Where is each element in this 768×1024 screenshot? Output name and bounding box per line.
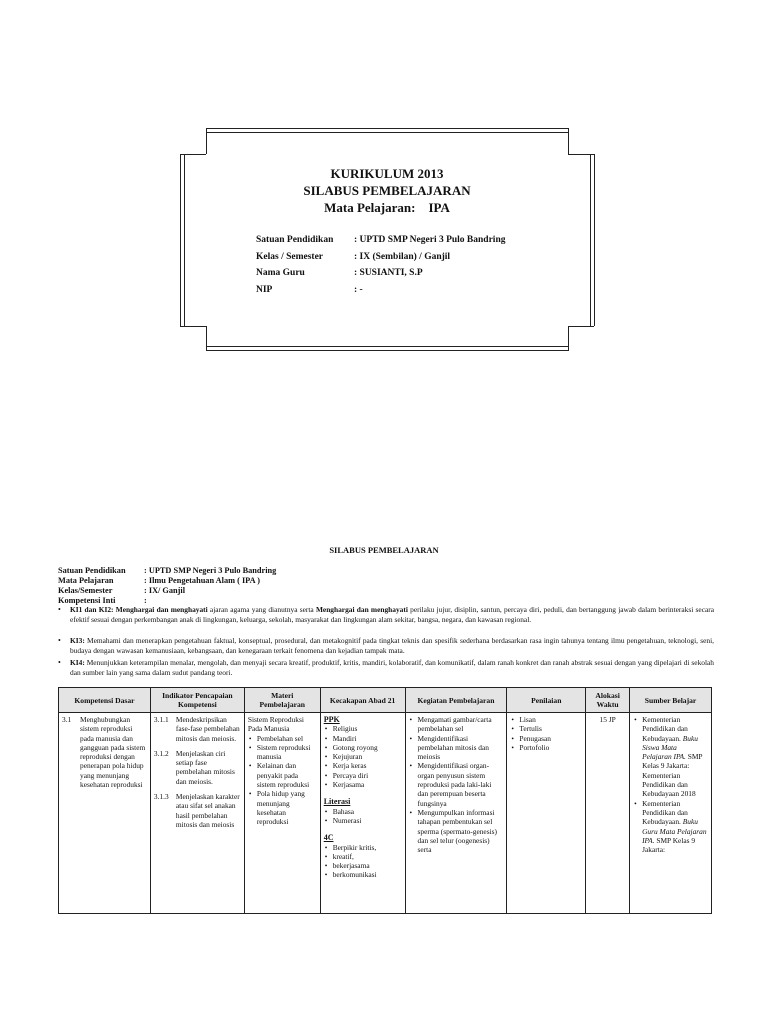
th-alokasi: Alokasi Waktu [586, 688, 630, 713]
ki-item-1: • KI1 dan KI2: Menghargai dan menghayati ajaran agama yang dianutnya serta Menghargai dan menghayati perilaku jujur, disiplin, santun, percaya diri, peduli, dan bertanggung jawab dalam berinteraksi secara efektif sesuai dengan perkembangan anak di lingkungan, keluarga, sekolah, masyarakat dan lingkungan alam sekitar, bangsa, negara, dan kawasan regional. [58, 605, 714, 624]
list-item: • Berpikir kritis, [333, 843, 402, 852]
list-item: • Numerasi [333, 816, 402, 825]
indikator-item: 3.1.3 Menjelaskan karakter atau sifat sel anakan hasil pembelahan mitosis dan meiosis [153, 792, 240, 829]
ki-item-2: • KI3: Memahami dan menerapkan pengetahuan faktual, konseptual, prosedural, dan metakognitif pada tingkat teknis dan spesifik sederhana berdasarkan rasa ingin tahunya tentang ilmu pengetahuan, teknologi, seni, budaya dengan wawasan kemanusiaan, kebangsaan, dan kenegaraan terkait fenomena dan kejadian tampak mata. [58, 636, 714, 655]
list-item: • Percaya diri [333, 771, 402, 780]
indikator-item: 3.1.1 Mendeskripsikan fase-fase pembelahan mitosis dan meiosis. [153, 715, 240, 743]
list-item: • Kerjasama [333, 780, 402, 789]
cell-sumber [630, 713, 712, 914]
ki-item-3: • KI4: Menunjukkan keterampilan menalar, mengolah, dan menyaji secara kreatif, produktif, kritis, mandiri, kolaboratif, dan komunikatif, dalam ranah konkret dan ranah abstrak sesuai dengan yang dipelajari di sekolah dan sumber lain yang sama dalam sudut pandang teori. [58, 658, 714, 677]
cell-indikator [150, 713, 244, 914]
cover-title-mapel: Mata Pelajaran: IPA [324, 200, 450, 215]
th-sumber: Sumber Belajar [630, 688, 712, 713]
list-item: • bekerjasama [333, 861, 402, 870]
list-item: • Mengidentifikasi organ-organ penyusun sistem reproduksi pada laki-laki dan perempuan beserta fungsinya [418, 761, 504, 807]
list-item: • berkomunikasi [333, 870, 402, 879]
th-materi: Materi Pembelajaran [244, 688, 320, 713]
list-item: • Pola hidup yang menunjang kesehatan reproduksi [257, 789, 317, 826]
document-title: SILABUS PEMBELAJARAN [329, 545, 439, 555]
cover-title-kurikulum: KURIKULUM 2013 [330, 166, 444, 181]
cell-kecakapan [320, 713, 405, 914]
list-item: • Kerja keras [333, 761, 402, 770]
list-item: • Mengamati gambar/carta pembelahan sel [418, 715, 504, 734]
th-kompetensi-dasar: Kompetensi Dasar [59, 688, 151, 713]
cell-kompetensi-dasar: 3.1 Menghubungkan sistem reproduksi pada manusia dan gangguan pada sistem reproduksi dengan penerapan pola hidup yang menunjang kesehatan reproduksi [59, 713, 151, 914]
list-item: • kreatif, [333, 852, 402, 861]
cell-alokasi: 15 JP [586, 713, 630, 914]
th-penilaian: Penilaian [507, 688, 586, 713]
list-item: • Tertulis [519, 724, 582, 733]
list-item: • Kementerian Pendidikan dan Kebudayaan. Buku Guru Mata Pelajaran IPA. SMP Kelas 9 Jakarta: [642, 799, 708, 855]
list-item: • Gotong royong [333, 743, 402, 752]
list-item: • Kelainan dan penyakit pada sistem reproduksi [257, 761, 317, 789]
list-item: • Pembelahan sel [257, 734, 317, 743]
list-item: • Mengidentifikasi pembelahan mitosis dan meiosis [418, 734, 504, 762]
th-indikator: Indikator Pencapaian Kompetensi [150, 688, 244, 713]
list-item: • Lisan [519, 715, 582, 724]
table-header-row [59, 688, 712, 713]
silabus-table [58, 687, 712, 914]
ppk-heading: PPK [323, 715, 340, 724]
cell-kegiatan [405, 713, 507, 914]
list-item: • Sistem reproduksi manusia [257, 743, 317, 762]
th-kecakapan: Kecakapan Abad 21 [320, 688, 405, 713]
th-kegiatan: Kegiatan Pembelajaran [405, 688, 507, 713]
indikator-item: 3.1.2 Menjelaskan ciri setiap fase pembelahan mitosis dan meiosis. [153, 748, 235, 786]
list-item: • Penugasan [519, 734, 582, 743]
cell-materi: Sistem Reproduksi Pada Manusia • Pembelahan sel • Sistem reproduksi manusia • Kelainan dan penyakit pada sistem reproduksi • Pola hidup yang menunjang kesehatan reproduksi [244, 713, 320, 914]
4c-heading: 4C [323, 833, 334, 843]
list-item: • Portofolio [519, 743, 582, 752]
list-item: • Mengumpulkan informasi tahapan pembentukan sel sperma (spermato-genesis) dan sel telur (oogenesis) serta [418, 808, 504, 854]
list-item: • Bahasa [333, 807, 402, 816]
literasi-heading: Literasi [323, 797, 351, 807]
list-item: • Kejujuran [333, 752, 402, 761]
table-row [59, 713, 712, 914]
cover-title-silabus: SILABUS PEMBELAJARAN [303, 183, 471, 198]
list-item: • Mandiri [333, 734, 402, 743]
list-item: • Kementerian Pendidikan dan Kebudayaan. Buku Siswa Mata Pelajaran IPA. SMP Kelas 9 Jakarta: Kementerian Pendidikan dan Kebudayaan 2018 [642, 715, 708, 799]
list-item: • Religius [333, 724, 402, 733]
cell-penilaian [507, 713, 586, 914]
